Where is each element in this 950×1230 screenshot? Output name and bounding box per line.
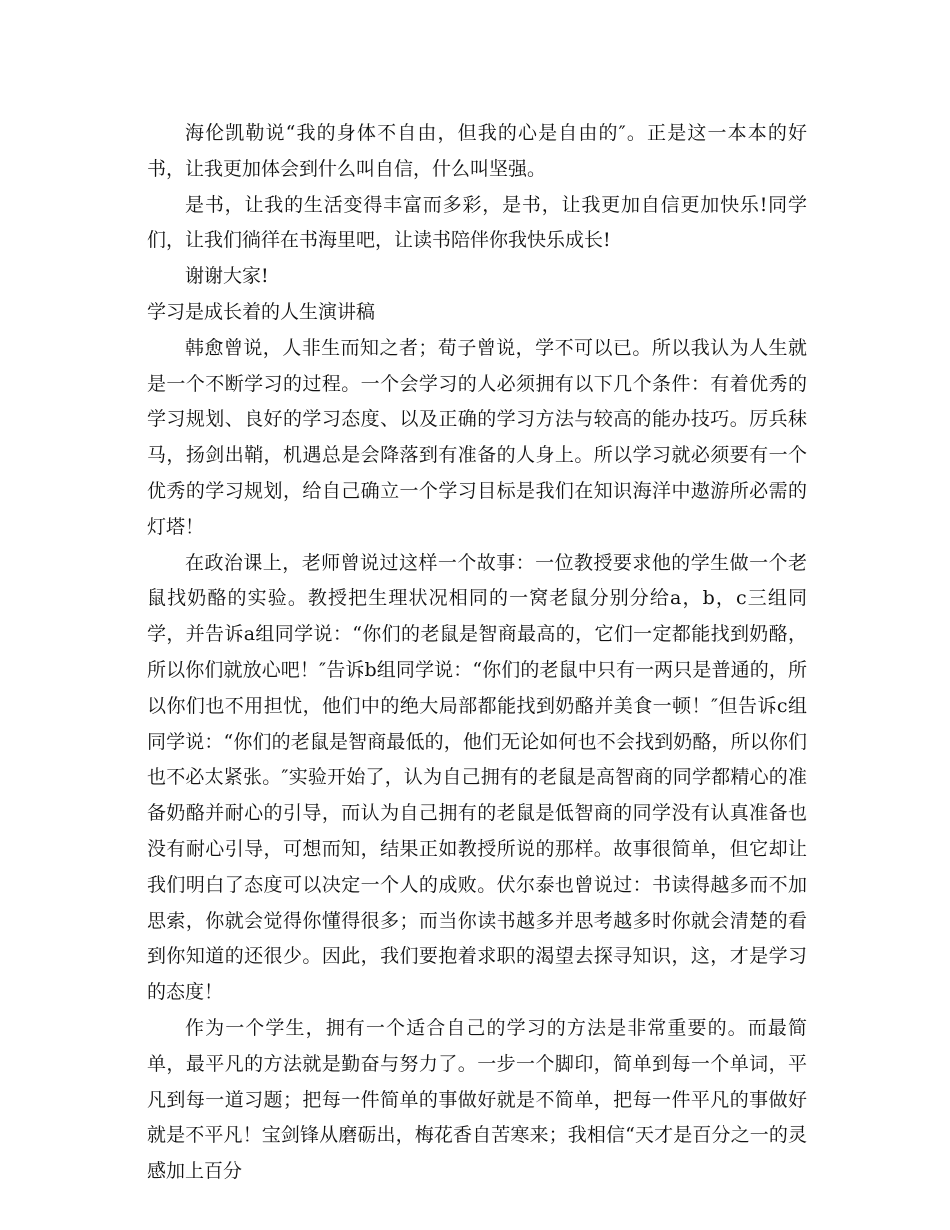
paragraph-mouse-experiment: 在政治课上，老师曾说过这样一个故事：一位教授要求他的学生做一个老鼠找奶酪的实验。教授把生理状况相同的一窝老鼠分别分给a，b，c三组同学，并告诉a组同学说：“你们的老鼠是智商最高的，它们一定都能找到奶酪，所以你们就放心吧！″告诉b组同学说：“你们的老鼠中只有一两只是普通的，所以你们也不用担忧，他们中的绝大局部都能找到奶酪并美食一顿！″但告诉c组同学说：“你们的老鼠是智商最低的，他们无论如何也不会找到奶酪，所以你们也不必太紧张。″实验开始了，认为自己拥有的老鼠是高智商的同学都精心的准备奶酪并耐心的引导，而认为自己拥有的老鼠是低智商的同学没有认真准备也没有耐心引导，可想而知，结果正如教授所说的那样。故事很简单，但它却让我们明白了态度可以决定一个人的成败。伏尔泰也曾说过：书读得越多而不加思索，你就会觉得你懂得很多；而当你读书越多并思考越多时你就会清楚的看到你知道的还很少。因此，我们要抱着求职的渴望去探寻知识，这，才是学习的态度！ — [147, 551, 807, 1004]
paragraph-learning-method: 作为一个学生，拥有一个适合自己的学习的方法是非常重要的。而最简单，最平凡的方法就是勤奋与努力了。一步一个脚印，简单到每一个单词，平凡到每一道习题；把每一件简单的事做好就是不简单，把每一件平凡的事做好就是不平凡！宝剑锋从磨砺出，梅花香自苦寒来；我相信“天才是百分之一的灵感加上百分 — [147, 1016, 807, 1183]
paragraph-thanks: 谢谢大家! — [185, 265, 269, 288]
section-heading: 学习是成长着的人生演讲稿 — [147, 300, 376, 323]
document-page — [147, 116, 807, 1190]
paragraph-helen-keller: 海伦凯勒说“我的身体不自由，但我的心是自由的″。正是这一本本的好书，让我更加体会到什么叫自信，什么叫坚强。 — [147, 122, 807, 180]
paragraph-learning-plan: 韩愈曾说，人非生而知之者；荀子曾说，学不可以已。所以我认为人生就是一个不断学习的过程。一个会学习的人必须拥有以下几个条件：有着优秀的学习规划、良好的学习态度、以及正确的学习方法与较高的能办技巧。厉兵秣马，扬剑出鞘，机遇总是会降落到有准备的人身上。所以学习就必须要有一个优秀的学习规划，给自己确立一个学习目标是我们在知识海洋中遨游所必需的灯塔！ — [147, 336, 807, 538]
paragraph-books: 是书，让我的生活变得丰富而多彩，是书，让我更加自信更加快乐!同学们，让我们徜徉在书海里吧，让读书陪伴你我快乐成长! — [147, 193, 807, 252]
